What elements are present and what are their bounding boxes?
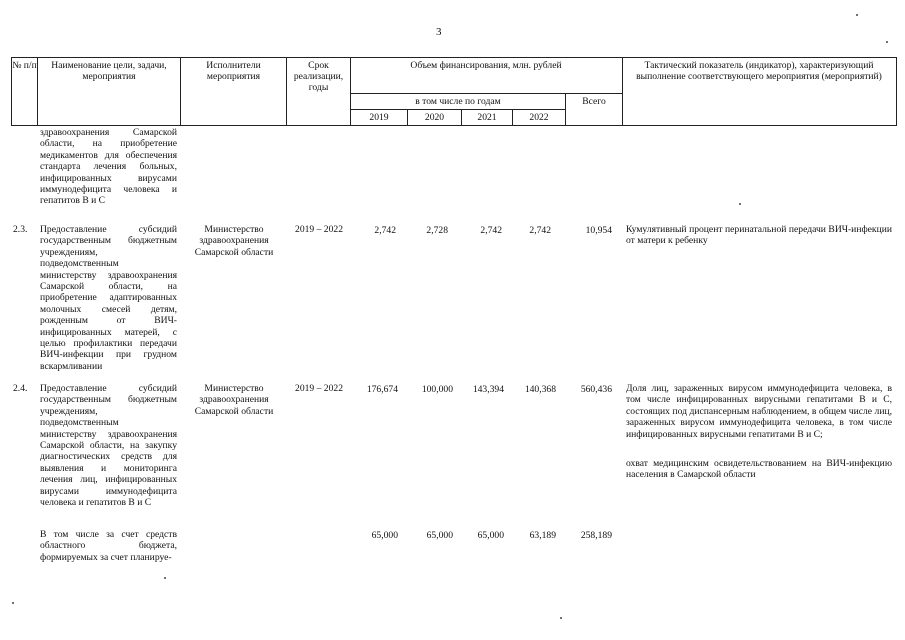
years-subheader-line bbox=[350, 109, 565, 110]
col-divider bbox=[37, 57, 38, 126]
scan-speck bbox=[739, 203, 741, 205]
header-year: 2022 bbox=[529, 112, 549, 123]
table-top-border bbox=[11, 57, 897, 58]
row-name: здравоохранения Самарской области, на приобретение медикаментов для обеспечения стандарта лечения больных, инфицированных вирусами иммунодефицита человека и гепатитов В и С bbox=[40, 127, 177, 207]
row-name: В том числе за счет средств областного бюджета, формируемых за счет планируе- bbox=[40, 529, 177, 563]
row-total: 560,436 bbox=[580, 384, 612, 395]
row-name: Предоставление субсидий государственным бюджетным учреждениям, подведомственным министерству здравоохранения Самарской области, на закупку диагностических средств для выявления и мониторинга лечения лиц, инфицированных вирусами иммунодефицита человека и гепатитов В и С bbox=[40, 383, 177, 509]
col-divider bbox=[180, 57, 181, 126]
header-year: 2019 bbox=[369, 112, 389, 123]
header-name: Наименование цели, задачи, мероприятия bbox=[51, 60, 167, 82]
header-year: 2020 bbox=[424, 112, 445, 123]
row-value-2020: 2,728 bbox=[426, 225, 448, 236]
row-total: 10,954 bbox=[585, 225, 612, 236]
row-number: 2.3. bbox=[13, 224, 28, 235]
row-value-2019: 2,742 bbox=[374, 225, 396, 236]
row-term: 2019 – 2022 bbox=[295, 224, 343, 235]
row-value-2021: 65,000 bbox=[477, 530, 504, 541]
header-year: 2021 bbox=[477, 112, 497, 123]
header-financing: Объем финансирования, млн. рублей bbox=[410, 60, 562, 71]
fin-subheader-line bbox=[350, 93, 622, 94]
border-right bbox=[896, 57, 897, 126]
page-number: 3 bbox=[436, 26, 442, 38]
scan-speck bbox=[560, 617, 562, 619]
header-years-group: в том числе по годам bbox=[415, 96, 501, 107]
row-value-2019: 65,000 bbox=[371, 530, 398, 541]
header-total: Всего bbox=[582, 96, 606, 107]
row-executor: Министерство здравоохранения Самарской области bbox=[194, 224, 274, 258]
row-value-2021: 2,742 bbox=[480, 225, 502, 236]
row-value-2021: 143,394 bbox=[472, 384, 504, 395]
col-divider bbox=[286, 57, 287, 126]
row-total: 258,189 bbox=[580, 530, 612, 541]
row-name: Предоставление субсидий государственным бюджетным учреждениям, подведомственным министерству здравоохранения Самарской области, на приобретение адаптированных молочных смесей детям, рожденным от ВИЧ-инфицированных матерей, с целью профилактики передачи ВИЧ-инфекции при грудном вскармливании bbox=[40, 224, 177, 372]
row-value-2022: 140,368 bbox=[524, 384, 556, 395]
row-value-2020: 100,000 bbox=[421, 384, 453, 395]
scan-speck bbox=[856, 14, 858, 16]
row-indicator: Доля лиц, зараженных вирусом иммунодефицита человека, в том числе инфицированных вирусными гепатитами В и С, состоящих под диспансерным наблюдением, в общем числе лиц, зараженных вирусом иммунодефицита человека, в том числе инфицированных вирусными гепатитами В и С; bbox=[626, 383, 892, 440]
row-executor: Министерство здравоохранения Самарской области bbox=[194, 383, 274, 417]
row-term: 2019 – 2022 bbox=[295, 383, 343, 394]
scan-speck bbox=[12, 602, 14, 604]
header-num: № п/п bbox=[12, 60, 37, 71]
header-executor: Исполнители мероприятия bbox=[206, 60, 261, 82]
scan-speck bbox=[886, 41, 888, 43]
header-indicator: Тактический показатель (индикатор), характеризующий выполнение соответствующего мероприятия (мероприятий) bbox=[636, 60, 882, 82]
header-bottom-border bbox=[11, 125, 897, 126]
row-number: 2.4. bbox=[13, 383, 28, 394]
row-value-2019: 176,674 bbox=[366, 384, 398, 395]
row-value-2022: 2,742 bbox=[529, 225, 551, 236]
row-indicator: Кумулятивный процент перинатальной передачи ВИЧ-инфекции от матери к ребенку bbox=[626, 224, 892, 247]
scan-speck bbox=[164, 577, 166, 579]
row-value-2020: 65,000 bbox=[426, 530, 453, 541]
col-divider bbox=[622, 57, 623, 126]
row-indicator-secondary: охват медицинским освидетельствованием на ВИЧ-инфекцию населения в Самарской области bbox=[626, 458, 892, 481]
row-value-2022: 63,189 bbox=[529, 530, 556, 541]
header-term: Срок реализации, годы bbox=[293, 60, 344, 93]
